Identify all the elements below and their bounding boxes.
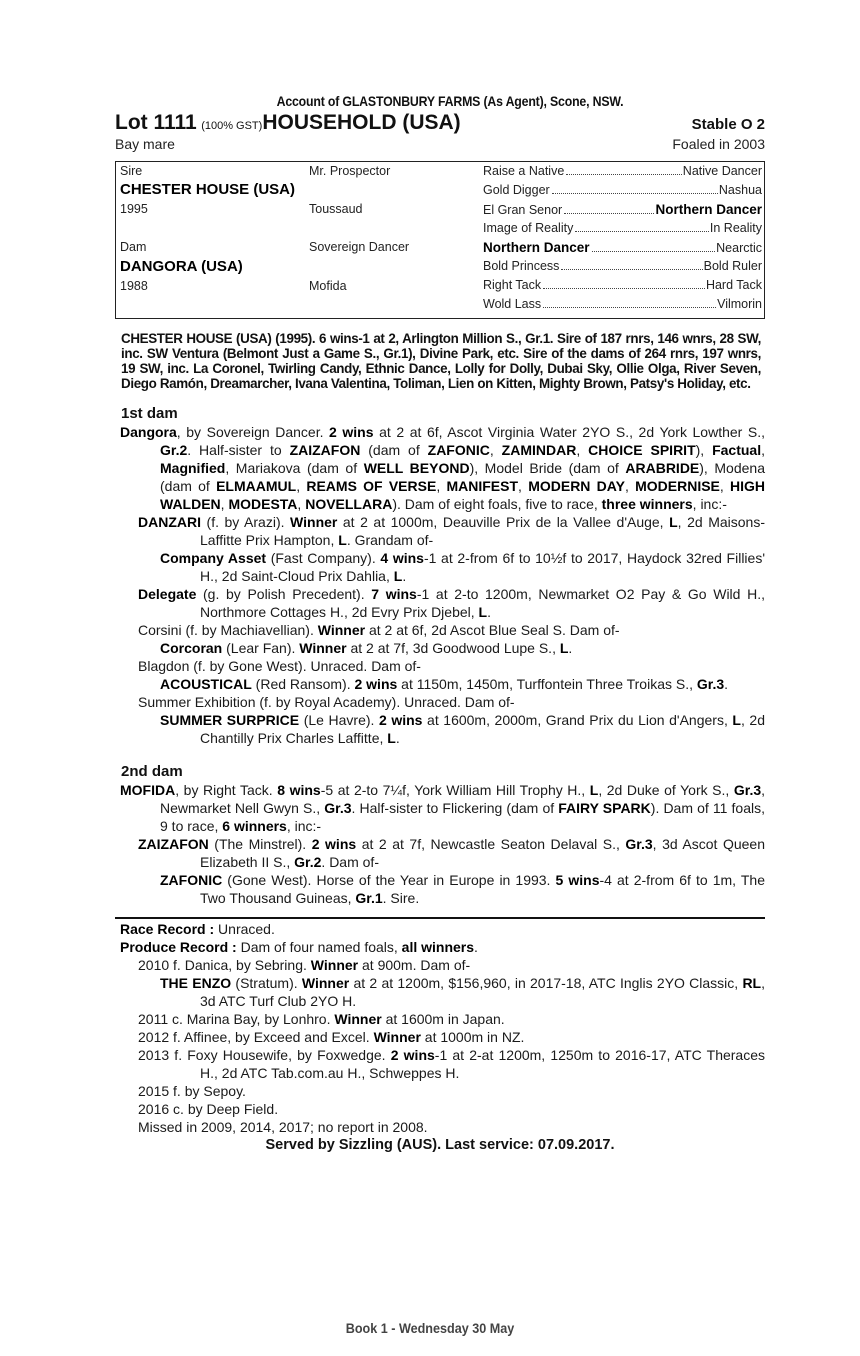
- dam-sire: Sovereign Dancer: [309, 240, 410, 254]
- produce-entry: 2016 c. by Deep Field.: [138, 1101, 279, 1117]
- sire-summary: CHESTER HOUSE (USA) (1995). 6 wins-1 at 2, Arlington Million S., Gr.1. Sire of 187 rnrs, 146 wnrs, 28 SW, inc. SW Ventura (Belmont Just a Game S., Gr.1), Divine Park, etc. Sire of the dams of 264 rnrs, 197 wnrs, 19 SW, inc. La Coronel, Twirling Candy, Ethnic Dance, Lolly for Dolly, Dubai Sky, Ollie Olga, River Seven, Diego Ramón, Dreamarcher, Ivana Valentina, Toliman, Lien on Kitten, Mighty Brown, Patsy's Holiday, etc.: [121, 331, 761, 391]
- produce-entry: 2011 c. Marina Bay, by Lonhro. Winner at 1600m in Japan.: [138, 1011, 505, 1027]
- horse-description: Bay mare: [115, 136, 175, 152]
- produce-entry: 2013 f. Foxy Housewife, by Foxwedge. 2 wins-1 at 2-at 1200m, 1250m to 2016-17, ATC Theraces H., 2d ATC Tab.com.au H., Schweppes H.: [138, 1047, 766, 1081]
- dam-dam: Mofida: [309, 279, 347, 293]
- first-dam-entry: Summer Exhibition (f. by Royal Academy). Unraced. Dam of-: [138, 694, 515, 710]
- grandparent-row: [483, 240, 762, 255]
- pedigree-box: [115, 161, 765, 319]
- first-dam-entry: Dangora, by Sovereign Dancer. 2 wins at 2 at 6f, Ascot Virginia Water 2YO S., 2d York Lowther S., Gr.2. Half-sister to ZAIZAFON (dam of ZAFONIC, ZAMINDAR, CHOICE SPIRIT), Factual, Magnified, Mariakova (dam of WELL BEYOND), Model Bride (dam of ARABRIDE), Modena (dam of ELMAAMUL, REAMS OF VERSE, MANIFEST, MODERN DAY, MODERNISE, HIGH WALDEN, MODESTA, NOVELLARA). Dam of eight foals, five to race, three winners, inc:-: [120, 424, 766, 512]
- second-dam-entries: [115, 781, 765, 907]
- gg-right: Native Dancer: [682, 164, 762, 178]
- first-dam-heading: 1st dam: [121, 405, 178, 422]
- horse-name: HOUSEHOLD (USA): [262, 111, 461, 134]
- sire-label: Sire: [120, 164, 143, 178]
- second-dam-entry: ZAFONIC (Gone West). Horse of the Year in Europe in 1993. 5 wins-4 at 2-from 6f to 1m, The Two Thousand Guineas, Gr.1. Sire.: [160, 872, 765, 906]
- gg-right: Vilmorin: [717, 297, 762, 311]
- first-dam-entry: SUMMER SURPRICE (Le Havre). 2 wins at 1600m, 2000m, Grand Prix du Lion d'Angers, L, 2d Chantilly Prix Charles Laffitte, L.: [160, 712, 765, 746]
- gg-right: Nearctic: [716, 241, 762, 255]
- dam-year: 1988: [120, 279, 148, 293]
- grandparent-row: [483, 259, 762, 273]
- horse-subline: [115, 136, 765, 156]
- gg-left: Gold Digger: [483, 183, 550, 197]
- first-dam-entry: Corsini (f. by Machiavellian). Winner at 2 at 6f, 2d Ascot Blue Seal S. Dam of-: [138, 622, 620, 638]
- produce-record-label: Produce Record :: [120, 939, 237, 955]
- produce-entry: THE ENZO (Stratum). Winner at 2 at 1200m, $156,960, in 2017-18, ATC Inglis 2YO Classic, RL, 3d ATC Turf Club 2YO H.: [160, 975, 765, 1009]
- produce-entry: Missed in 2009, 2014, 2017; no report in 2008.: [138, 1119, 428, 1135]
- gg-right: Nashua: [718, 183, 762, 197]
- gg-left: Image of Reality: [483, 221, 574, 235]
- grandparent-row: [483, 183, 762, 197]
- grandparent-row: [483, 221, 762, 235]
- gg-left: Bold Princess: [483, 259, 560, 273]
- gg-left: Raise a Native: [483, 164, 565, 178]
- first-dam-entry: DANZARI (f. by Arazi). Winner at 2 at 1000m, Deauville Prix de la Vallee d'Auge, L, 2d Maisons-Laffitte Prix Hampton, L. Grandam of-: [138, 514, 765, 548]
- page-footer: Book 1 - Wednesday 30 May: [345, 1320, 515, 1336]
- race-record-label: Race Record :: [120, 921, 215, 937]
- lot-number: Lot 1111: [115, 111, 197, 134]
- produce-record-value: Dam of four named foals, all winners.: [240, 939, 478, 955]
- second-dam-entry: ZAIZAFON (The Minstrel). 2 wins at 2 at 7f, Newcastle Seaton Delaval S., Gr.3, 3d Ascot Queen Elizabeth II S., Gr.2. Dam of-: [138, 836, 766, 870]
- grandparent-row: [483, 297, 762, 311]
- produce-entry: 2015 f. by Sepoy.: [138, 1083, 246, 1099]
- race-record: [115, 920, 765, 938]
- grandparent-row: [483, 202, 762, 217]
- second-dam-entry: MOFIDA, by Right Tack. 8 wins-5 at 2-to 7¼f, York William Hill Trophy H., L, 2d Duke of York S., Gr.3, Newmarket Nell Gwyn S., Gr.3. Half-sister to Flickering (dam of FAIRY SPARK). Dam of 11 foals, 9 to race, 6 winners, inc:-: [120, 782, 766, 834]
- first-dam-entry: Blagdon (f. by Gone West). Unraced. Dam of-: [138, 658, 421, 674]
- gg-right: In Reality: [709, 221, 762, 235]
- gg-left: Right Tack: [483, 278, 542, 292]
- gst-note: (100% GST): [201, 120, 263, 132]
- lot-title-line: [115, 111, 765, 135]
- vendor-account: Account of GLASTONBURY FARMS (As Agent), Scone, NSW.: [276, 93, 624, 109]
- gg-left: Northern Dancer: [483, 240, 590, 255]
- first-dam-entry: Delegate (g. by Polish Precedent). 7 wins-1 at 2-to 1200m, Newmarket O2 Pay & Go Wild H., Northmore Cottages H., 2d Evry Prix Djebel, L.: [138, 586, 765, 620]
- gg-right: Hard Tack: [705, 278, 762, 292]
- first-dam-entry: ACOUSTICAL (Red Ransom). 2 wins at 1150m, 1450m, Turffontein Three Troikas S., Gr.3.: [160, 676, 729, 692]
- gg-left: El Gran Senor: [483, 203, 563, 217]
- grandparent-row: [483, 164, 762, 178]
- gg-right: Northern Dancer: [655, 202, 762, 217]
- foaled-year: Foaled in 2003: [672, 136, 765, 152]
- grandparent-row: [483, 278, 762, 292]
- sire-sire: Mr. Prospector: [309, 164, 391, 178]
- served-by-note: Served by Sizzling (AUS). Last service: 07.09.2017.: [265, 1137, 615, 1153]
- produce-record: [115, 938, 765, 956]
- stable-location: Stable O 2: [691, 116, 765, 133]
- first-dam-entries: [115, 423, 765, 747]
- race-record-value: Unraced.: [218, 921, 275, 937]
- gg-right: Bold Ruler: [703, 259, 762, 273]
- dam-name: DANGORA (USA): [120, 258, 243, 275]
- produce-entry: 2010 f. Danica, by Sebring. Winner at 900m. Dam of-: [138, 957, 471, 973]
- first-dam-entry: Corcoran (Lear Fan). Winner at 2 at 7f, 3d Goodwood Lupe S., L.: [160, 640, 573, 656]
- catalogue-page: [115, 92, 765, 1153]
- produce-entry: 2012 f. Affinee, by Exceed and Excel. Winner at 1000m in NZ.: [138, 1029, 525, 1045]
- second-dam-heading: 2nd dam: [121, 763, 183, 780]
- sire-year: 1995: [120, 202, 148, 216]
- section-divider: [115, 917, 765, 919]
- first-dam-entry: Company Asset (Fast Company). 4 wins-1 at 2-from 6f to 10½f to 2017, Haydock 32red Fillies' H., 2d Saint-Cloud Prix Dahlia, L.: [160, 550, 765, 584]
- produce-entries: [115, 956, 765, 1136]
- sire-name: CHESTER HOUSE (USA): [120, 181, 296, 198]
- dam-label: Dam: [120, 240, 147, 254]
- gg-left: Wold Lass: [483, 297, 542, 311]
- sire-dam: Toussaud: [309, 202, 363, 216]
